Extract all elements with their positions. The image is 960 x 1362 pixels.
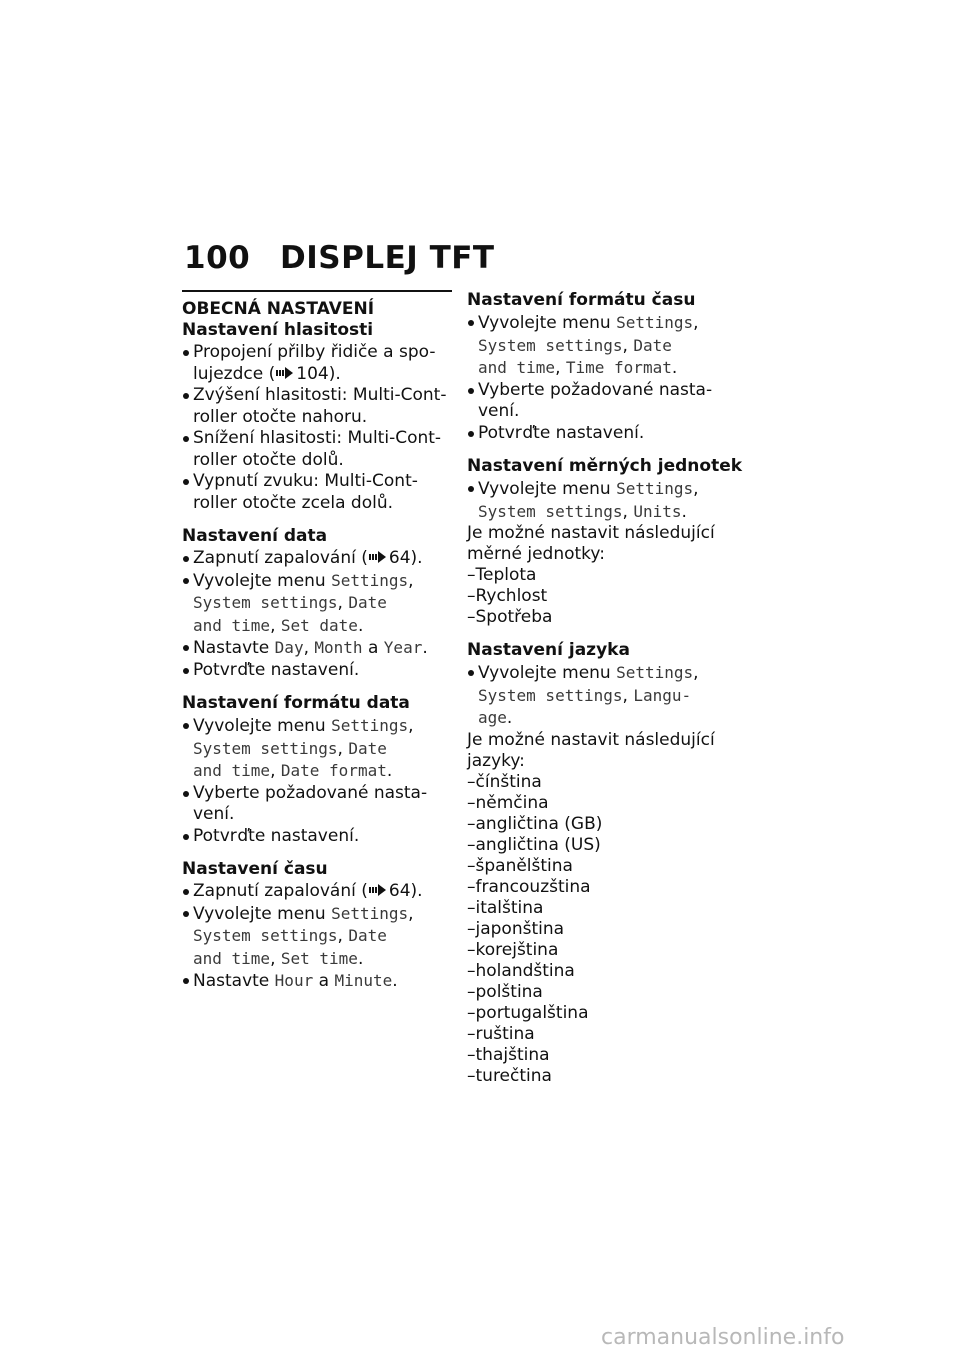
language-section [467,640,757,1087]
time-format-section [467,290,757,444]
list-item: –japonština [467,918,565,939]
right-column [467,290,757,1099]
page-number: 100 [184,240,251,276]
watermark: carmanualsonline.info [601,1325,845,1350]
page-reference-icon [276,367,294,379]
units-section [467,456,757,628]
list-item: Zvýšení hlasitosti: Multi-Cont- roller otočte nahoru. [182,385,452,428]
list-item: –holandština [467,960,575,981]
time-format-heading: Nastavení formátu času [467,290,696,310]
list-item: Snížení hlasitosti: Multi-Cont- roller otočte dolů. [182,428,452,471]
chapter-title: DISPLEJ TFT [280,240,495,276]
date-heading: Nastavení data [182,526,328,546]
list-item: Vyberte požadované nasta- vení. [467,380,757,423]
units-list [467,565,757,628]
list-item: Potvrďte nastavení. [467,423,757,445]
list-item: Nastavte Day, Month a Year. [182,637,452,660]
volume-section [182,320,452,514]
list-item: –portugalština [467,1002,589,1023]
list-item: Vyvolejte menu Settings, System settings, Date and time, Time format. [467,312,757,380]
menu-path-item: Set date [280,615,358,635]
units-heading: Nastavení měrných jednotek [467,456,743,476]
list-item: –čínština [467,771,542,792]
section-rule [182,290,452,292]
list-item: –španělština [467,855,573,876]
date-format-heading: Nastavení formátu data [182,693,410,713]
list-item: Vypnutí zvuku: Multi-Cont- roller otočte zcela dolů. [182,471,452,514]
list-item: Propojení přilby řidiče a spo- lujezdce ( 104). [182,342,452,385]
volume-heading: Nastavení hlasitosti [182,320,374,340]
list-item: –italština [467,897,544,918]
page-reference-icon [369,551,387,563]
list-item: –francouzština [467,876,591,897]
menu-path-settings: Settings [331,570,409,590]
time-heading: Nastavení času [182,859,328,879]
list-item: Nastavte Hour a Minute. [182,970,452,993]
list-item: Potvrďte nastavení. [182,826,452,848]
date-format-section [182,693,452,847]
list-item: –korejština [467,939,559,960]
list-item: –Teplota [467,565,537,585]
menu-path-system: System settings [193,593,338,612]
units-intro: Je možné nastavit následující měrné jednotky: [467,523,715,564]
page-header [184,240,495,276]
list-item: Zapnutí zapalování ( 64). [182,881,452,903]
list-item: Vyvolejte menu Settings, System settings, Date and time, Date format. [182,715,452,783]
list-item: Vyberte požadované nasta- vení. [182,783,452,826]
list-item: –ruština [467,1023,535,1044]
list-item: Zapnutí zapalování ( 64). [182,548,452,570]
page-reference-icon [369,884,387,896]
language-list [467,772,757,1087]
list-item: –Spotřeba [467,607,553,627]
date-section [182,526,452,681]
list-item: –němčina [467,792,549,813]
page-reference[interactable]: 104 [296,363,329,384]
list-item: –Rychlost [467,586,548,606]
list-item: Potvrďte nastavení. [182,660,452,682]
list-item: –thajština [467,1044,550,1065]
list-item: –angličtina (US) [467,834,601,855]
language-heading: Nastavení jazyka [467,640,630,660]
list-item: –turečtina [467,1065,552,1086]
list-item: Vyvolejte menu Settings, System settings, Date and time, Set date. [182,570,452,638]
language-intro: Je možné nastavit následující jazyky: [467,729,715,771]
time-section [182,859,452,993]
page-reference[interactable]: 64 [388,881,411,901]
page-reference[interactable]: 64 [388,548,411,568]
section-title: OBECNÁ NASTAVENÍ [182,299,375,319]
list-item: –angličtina (GB) [467,813,603,834]
list-item: Vyvolejte menu Settings, System settings, Date and time, Set time. [182,903,452,971]
list-item: Vyvolejte menu Settings, System settings, Langu- age. [467,662,757,730]
list-item: Vyvolejte menu Settings, System settings, Units. [467,478,757,523]
list-item: –polština [467,981,543,1002]
left-column [182,290,452,1005]
